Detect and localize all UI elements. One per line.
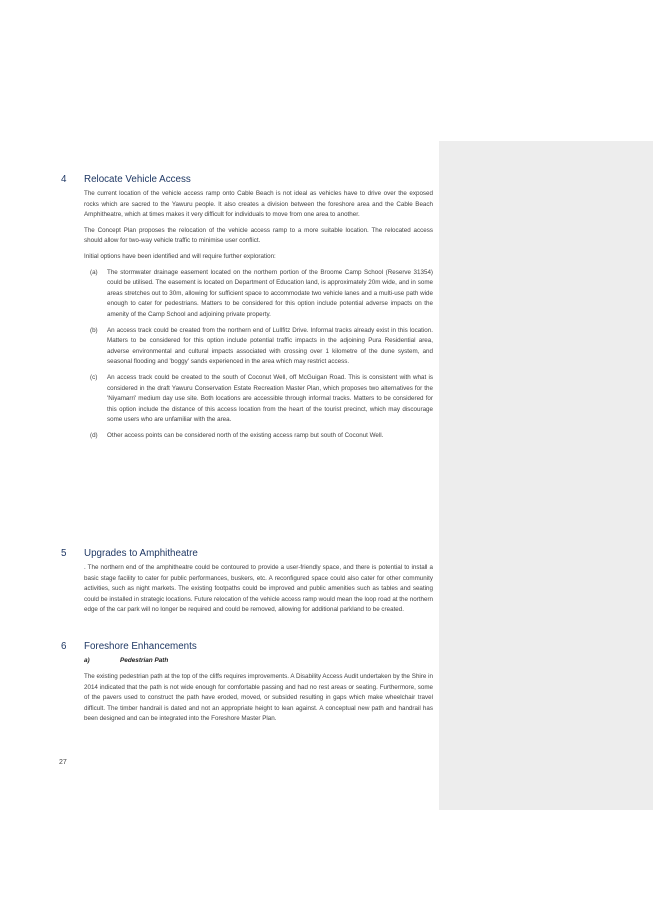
option-text: An access track could be created from the northern end of Lullfitz Drive. Informal tracks already exist in this location. Matters to be considered for this option include potential traffic impacts in the adjoining Pura Residential area, adverse environmental and cultural impacts associated with crossing over 1 kilometre of the dune system, and seasonal flooding and 'boggy' sands experienced in the area which may restrict access. — [107, 326, 433, 366]
section-relocate-vehicle-access — [61, 174, 433, 446]
subheading-text: Pedestrian Path — [120, 657, 169, 664]
section-number: 5 — [61, 548, 67, 559]
list-item — [84, 326, 433, 368]
paragraph: The Concept Plan proposes the relocation of the vehicle access ramp to a more suitable location. The relocated access should allow for two-way vehicle traffic to minimise user conflict. — [84, 226, 433, 245]
section-number: 6 — [61, 641, 67, 652]
option-text: An access track could be created to the south of Coconut Well, off McGuigan Road. This is consistent with what is considered in the draft Yawuru Conservation Estate Recreation Master Plan, which proposes two alternatives for the 'Niyamarri' medium day use site. Both locations are accessible through informal tracks. Matters to be considered for this option include the distance of this access location from the heart of the tourist precinct, which may discourage some users who are unfamiliar with the area. — [107, 373, 433, 424]
list-item — [84, 431, 433, 442]
section-title: Foreshore Enhancements — [84, 641, 197, 652]
section-title: Upgrades to Amphitheatre — [84, 548, 198, 559]
paragraph: The current location of the vehicle access ramp onto Cable Beach is not ideal as vehicles have to drive over the exposed rocks which are sacred to the Yawuru people. It also creates a division between the foreshore area and the Cable Beach Amphitheatre, which at times makes it very difficult for individuals to move from one area to another. — [84, 190, 433, 219]
option-text: The stormwater drainage easement located on the northern portion of the Broome Camp School (Reserve 31354) could be utilised. The easement is located on Department of Education land, is approximately 20m wide, and in some areas stretches out to 30m, allowing for sufficient space to accommodate two vehicle lanes and a multi-use path wide enough to cater for pedestrians. Matters to be considered for this option include potential adverse impacts on the amenity of the Camp School and adjoining private property. — [107, 268, 433, 318]
subheading-letter: a) — [84, 657, 90, 664]
section-foreshore-enhancements — [61, 641, 433, 730]
section-heading — [61, 641, 433, 653]
section-heading — [61, 548, 433, 560]
paragraph: . The northern end of the amphitheatre could be contoured to provide a user-friendly space, and there is potential to install a basic stage facility to cater for public performances, buskers, etc. A reconfigured space could also cater for other community activities, such as night markets. The existing footpaths could be improved and public amenities such as tables and seating could be installed in strategic locations. Future relocation of the vehicle access ramp would mean the loop road at the northern edge of the car park will no longer be required and could be removed, allowing for additional parkland to be created. — [84, 564, 433, 614]
list-item — [84, 373, 433, 426]
option-text: Other access points can be considered north of the existing access ramp but south of Coconut Well. — [107, 431, 384, 439]
section-heading — [61, 174, 433, 186]
option-label: (a) — [90, 268, 98, 276]
subheading — [84, 656, 433, 666]
section-number: 4 — [61, 174, 67, 185]
page-number: 27 — [59, 759, 67, 766]
section-upgrades-to-amphitheatre — [61, 548, 433, 621]
options-list — [84, 268, 433, 442]
paragraph: The existing pedestrian path at the top of the cliffs requires improvements. A Disability Access Audit undertaken by the Shire in 2014 indicated that the path is not wide enough for comfortable passing and had no rest areas or seating. Furthermore, some of the pavers used to construct the path have eroded, moved, or subsided resulting in gaps which make wheelchair travel difficult. The timber handrail is dated and not an appropriate height to lean against. A conceptual new path and handrail has been designed and can be integrated into the Foreshore Master Plan. — [84, 673, 433, 723]
section-title: Relocate Vehicle Access — [84, 174, 191, 185]
option-label: (c) — [90, 373, 98, 381]
comment-margin-pane — [439, 141, 653, 810]
option-label: (b) — [90, 326, 98, 334]
option-label: (d) — [90, 431, 98, 439]
paragraph: Initial options have been identified and will require further exploration: — [84, 252, 276, 260]
list-item — [84, 268, 433, 321]
